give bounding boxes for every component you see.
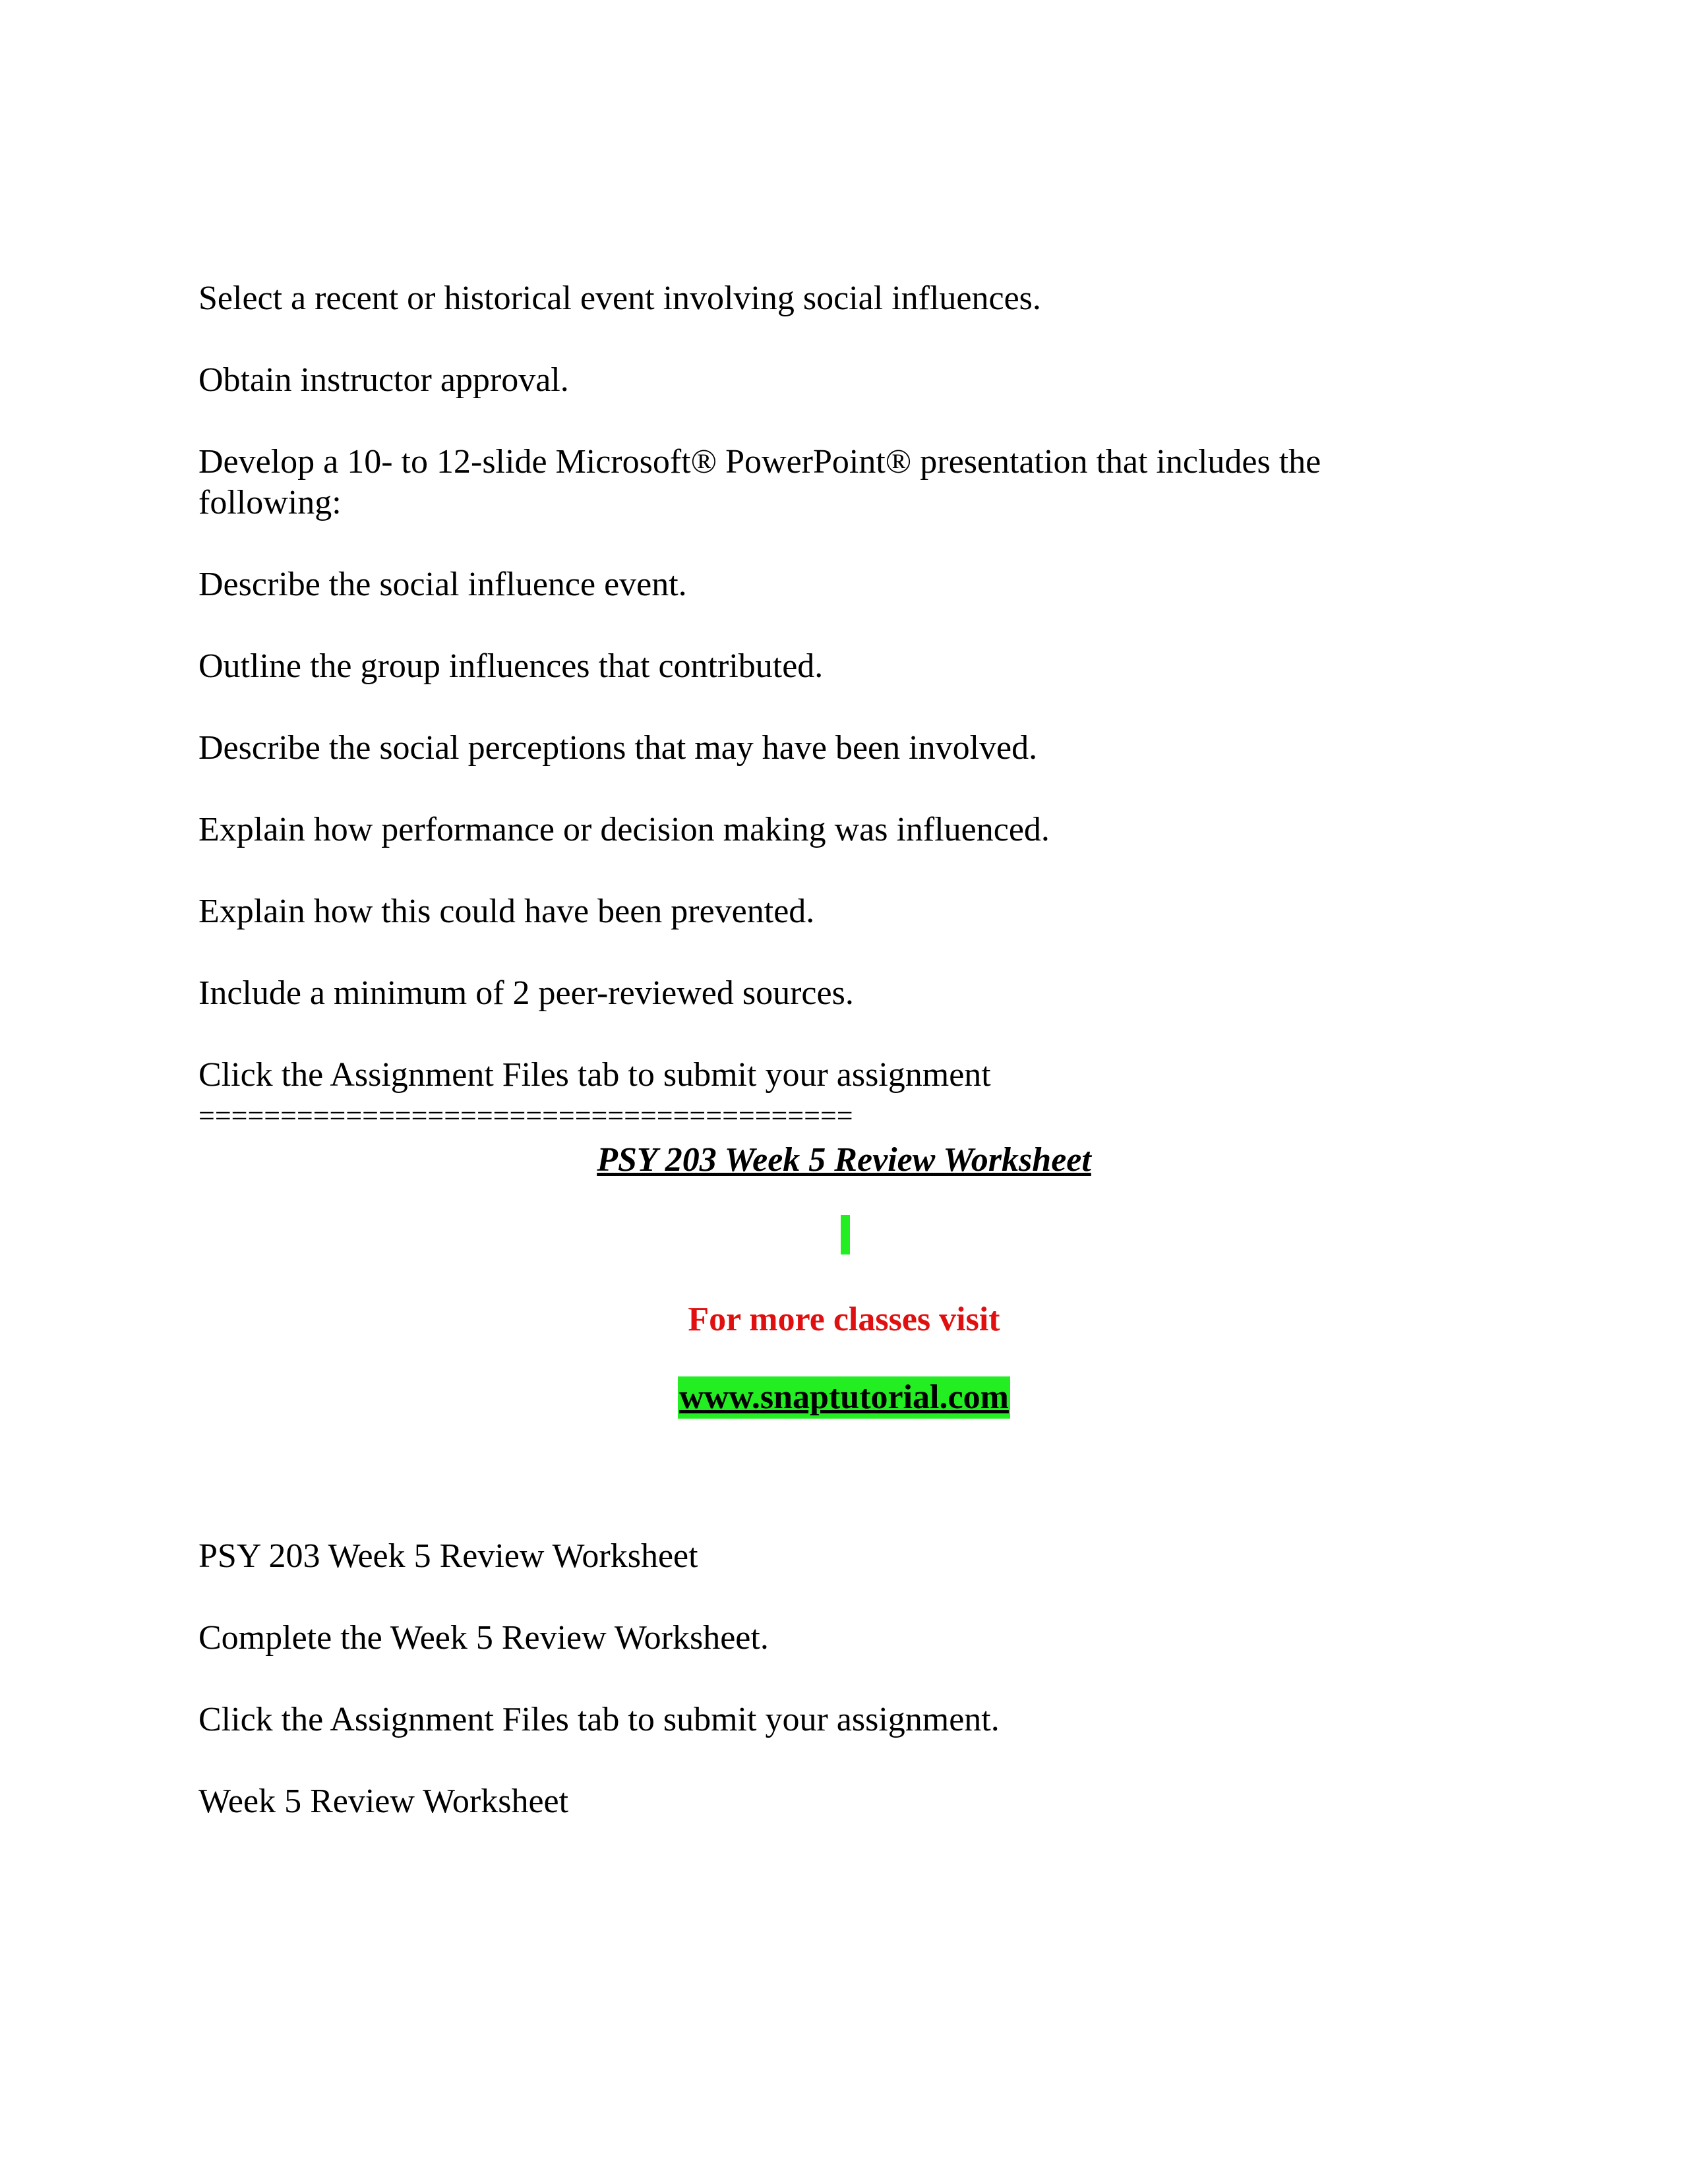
paragraph-powerpoint: Develop a 10- to 12-slide Microsoft® PowerPoint® presentation that includes the following: bbox=[198, 443, 1321, 521]
green-cursor-mark bbox=[841, 1215, 850, 1254]
paragraph-worksheet-name: Week 5 Review Worksheet bbox=[198, 1783, 569, 1820]
paragraph-group-influences: Outline the group influences that contributed. bbox=[198, 647, 824, 685]
promo-text: For more classes visit bbox=[688, 1301, 1000, 1338]
paragraph-describe-event: Describe the social influence event. bbox=[198, 566, 687, 603]
paragraph-decision-making: Explain how performance or decision making was influenced. bbox=[198, 811, 1050, 848]
paragraph-sources: Include a minimum of 2 peer-reviewed sources. bbox=[198, 974, 854, 1012]
paragraph-submit-assignment: Click the Assignment Files tab to submit your assignment bbox=[198, 1056, 991, 1094]
separator-line: ======================================== bbox=[198, 1100, 853, 1132]
promo-url-line bbox=[0, 1376, 1688, 1419]
paragraph-worksheet-title: PSY 203 Week 5 Review Worksheet bbox=[198, 1537, 698, 1575]
paragraph-complete-worksheet: Complete the Week 5 Review Worksheet. bbox=[198, 1619, 769, 1657]
paragraph-social-perceptions: Describe the social perceptions that may have been involved. bbox=[198, 729, 1038, 767]
snaptutorial-link[interactable]: www.snaptutorial.com bbox=[678, 1376, 1010, 1419]
paragraph-prevention: Explain how this could have been prevented. bbox=[198, 893, 815, 930]
paragraph-instructor-approval: Obtain instructor approval. bbox=[198, 361, 569, 399]
paragraph-submit-worksheet: Click the Assignment Files tab to submit your assignment. bbox=[198, 1701, 1000, 1738]
paragraph-select-event: Select a recent or historical event involving social influences. bbox=[198, 280, 1041, 317]
section-heading: PSY 203 Week 5 Review Worksheet bbox=[597, 1141, 1091, 1179]
